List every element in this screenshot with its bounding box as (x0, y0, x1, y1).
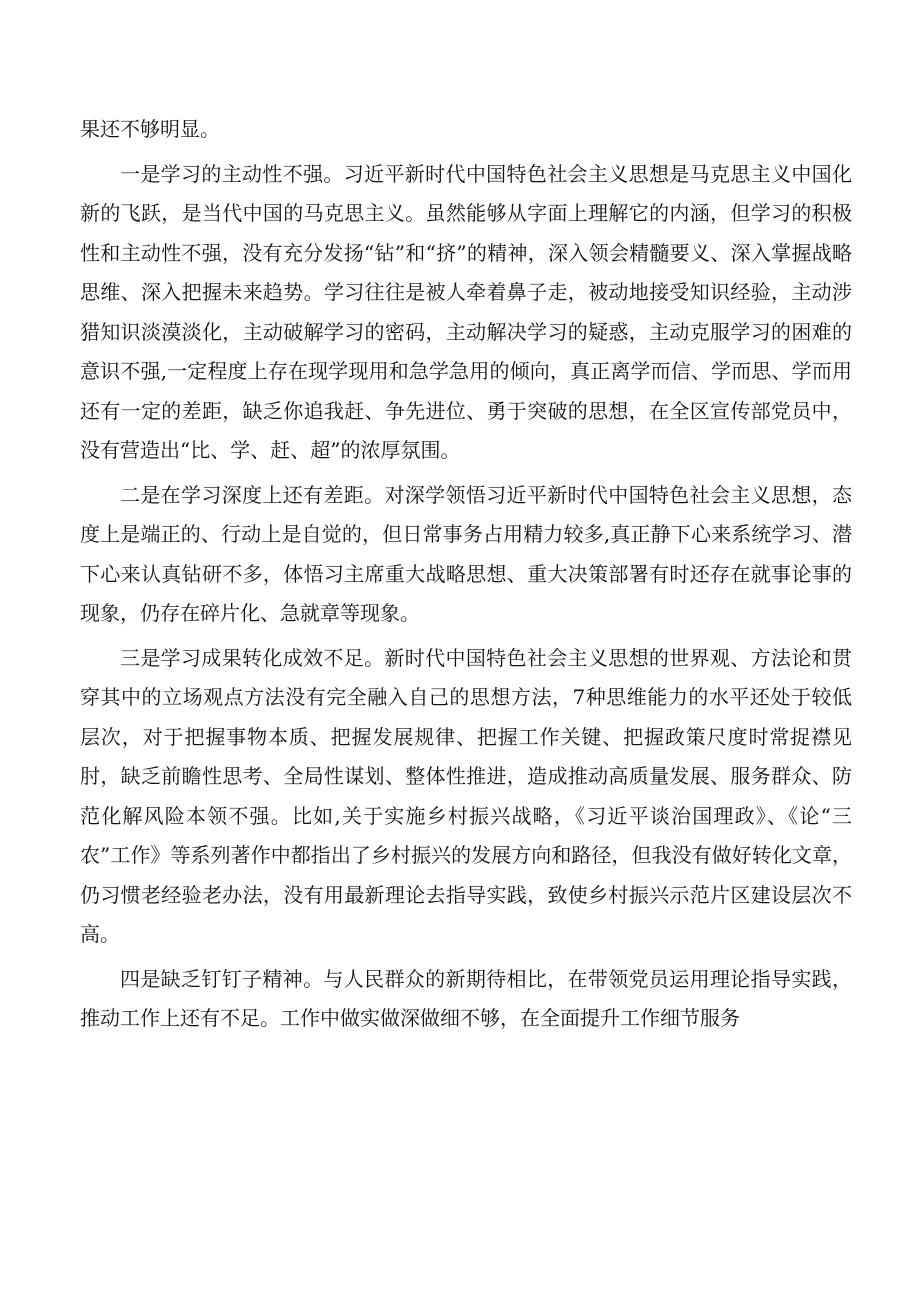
paragraph-continuation: 果还不够明显。 (80, 117, 220, 141)
document-body (80, 110, 852, 1044)
paragraph-point-two: 二是在学习深度上还有差距。对深学领悟习近平新时代中国特色社会主义思想，态度上是端正的、行动上是自觉的，但日常事务占用精力较多,真正静下心来系统学习、潜下心来认真钻研不多，体悟习主席重大战略思想、重大决策部署有时还存在就事论事的现象，仍存在碎片化、急就章等现象。 (80, 482, 852, 625)
paragraph-point-three: 三是学习成果转化成效不足。新时代中国特色社会主义思想的世界观、方法论和贯穿其中的立场观点方法没有完全融入自己的思想方法，7种思维能力的水平还处于较低层次，对于把握事物本质、把握发展规律、把握工作关键、把握政策尺度时常捉襟见肘，缺乏前瞻性思考、全局性谋划、整体性推进，造成推动高质量发展、服务群众、防范化解风险本领不强。比如,关于实施乡村振兴战略，《习近平谈治国理政》、《论“三农”工作》等系列著作中都指出了乡村振兴的发展方向和路径，但我没有做好转化文章，仍习惯老经验老办法，没有用最新理论去指导实践，致使乡村振兴示范片区建设层次不高。 (80, 645, 852, 946)
paragraph-point-one: 一是学习的主动性不强。习近平新时代中国特色社会主义思想是马克思主义中国化新的飞跃，是当代中国的马克思主义。虽然能够从字面上理解它的内涵，但学习的积极性和主动性不强，没有充分发扬“钻”和“挤”的精神，深入领会精髓要义、深入掌握战略思维、深入把握未来趋势。学习往往是被人牵着鼻子走，被动地接受知识经验，主动涉猎知识淡漠淡化，主动破解学习的密码，主动解决学习的疑惑，主动克服学习的困难的意识不强,一定程度上存在现学现用和急学急用的倾向，真正离学而信、学而思、学而用还有一定的差距，缺乏你追我赶、争先进位、勇于突破的思想，在全区宣传部党员中，没有营造出“比、学、赶、超”的浓厚氛围。 (80, 161, 852, 462)
paragraph-point-four: 四是缺乏钉钉子精神。与人民群众的新期待相比，在带领党员运用理论指导实践，推动工作上还有不足。工作中做实做深做细不够，在全面提升工作细节服务 (80, 966, 852, 1030)
